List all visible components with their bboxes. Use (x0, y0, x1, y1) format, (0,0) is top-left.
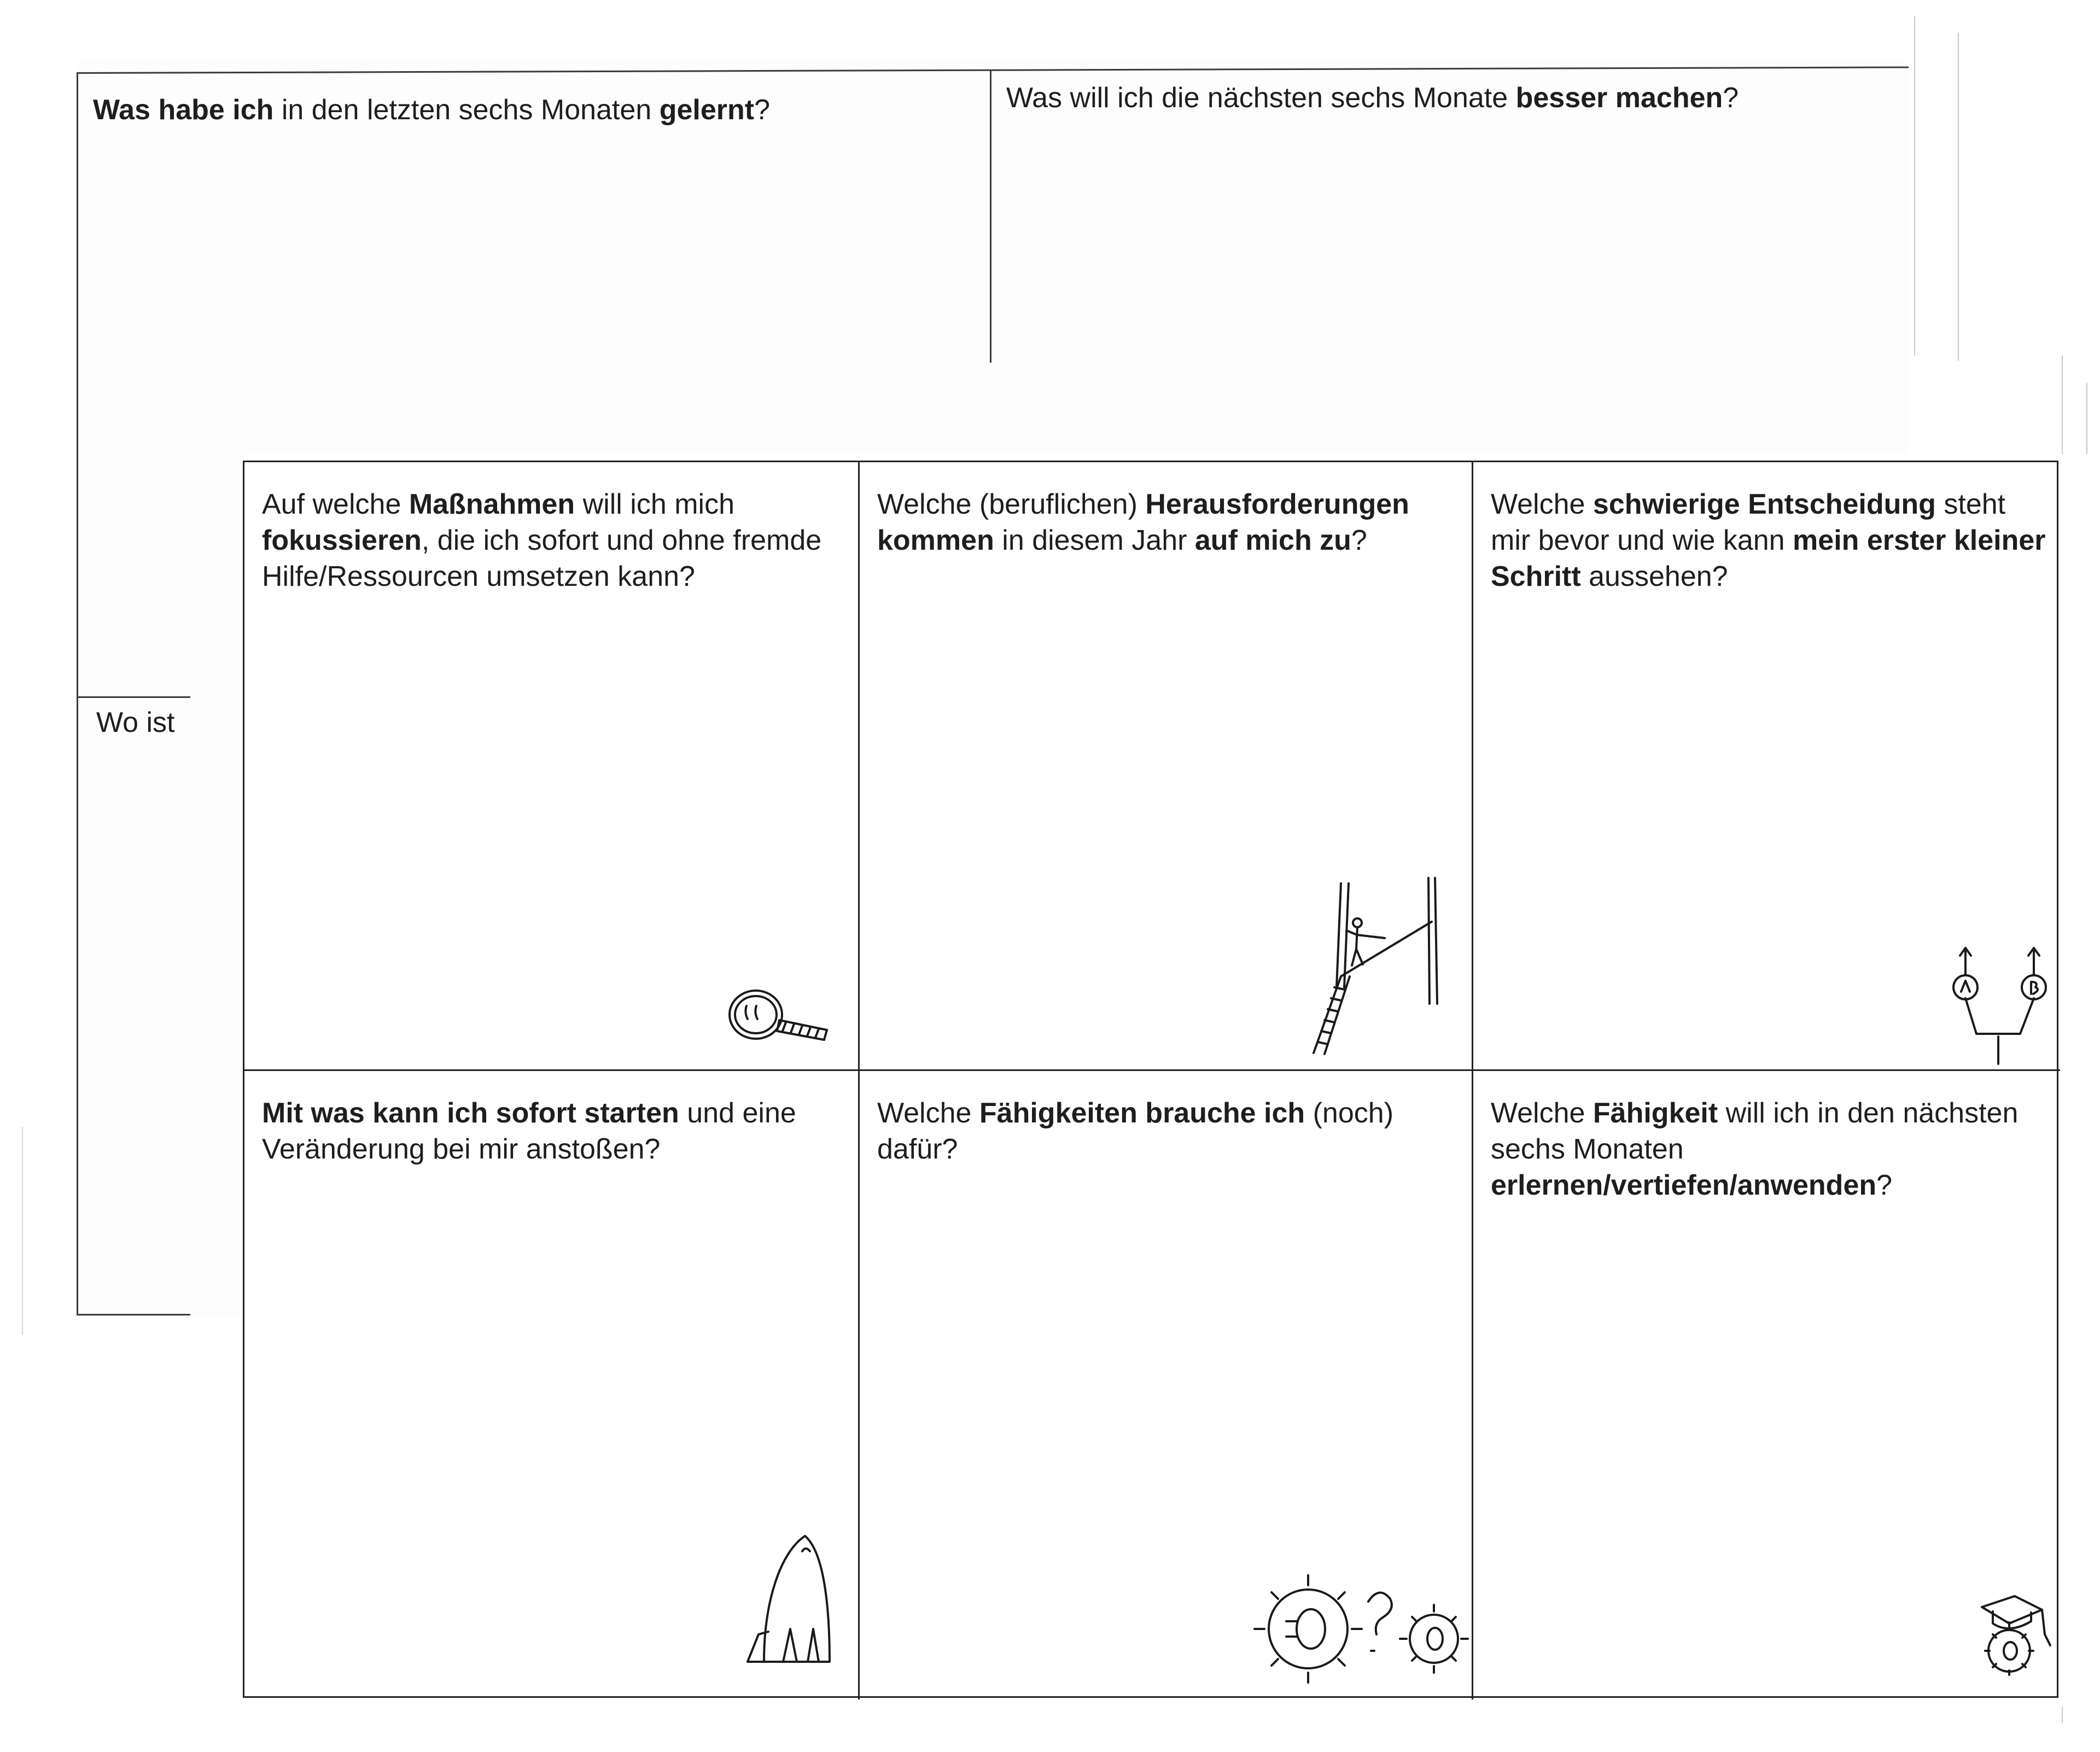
text: , die ich sofort und ohne fremde Hilfe/Ressourcen umsetzen kann? (262, 525, 822, 592)
scan-artifact-line (1958, 33, 1959, 361)
back-frame-left (77, 72, 78, 1314)
question-cell-start (244, 1071, 860, 1699)
emphasis: Fähigkeit (1592, 1097, 1718, 1129)
gears-question-icon (1259, 1569, 1478, 1684)
emphasis: Mit was kann ich sofort starten (262, 1097, 679, 1129)
emphasis: besser machen (1515, 82, 1723, 114)
text: steht mir bevor und wie kann (1491, 488, 2006, 556)
question-cell-measures (244, 462, 860, 1071)
text: Welche (1491, 488, 1593, 520)
question-text (262, 486, 847, 595)
emphasis: Fähigkeiten brauche ich (979, 1097, 1305, 1129)
fork-decision-icon (1944, 938, 2053, 1064)
text: ? (1876, 1169, 1893, 1201)
emphasis: gelernt (659, 94, 755, 126)
text: Welche (beruflichen) (877, 488, 1146, 520)
rocket-icon (742, 1530, 835, 1667)
text: ? (1723, 82, 1739, 114)
text: Welche (1491, 1097, 1593, 1129)
question-cell-skills-needed (860, 1071, 1473, 1699)
text: (noch) dafür? (877, 1097, 1394, 1165)
text: in diesem Jahr (994, 525, 1195, 556)
question-text (877, 486, 1461, 558)
emphasis: Was habe ich (93, 94, 274, 126)
scan-artifact-line (22, 1127, 23, 1335)
question-text (1491, 1095, 2049, 1203)
text: Welche (877, 1097, 979, 1129)
emphasis: mein erster kleiner Schritt (1491, 525, 2046, 592)
question-grid (243, 461, 2058, 1698)
text: will ich in den nächsten sechs Monaten (1491, 1097, 2019, 1165)
text: ? (754, 94, 771, 126)
question-text (1491, 486, 2049, 595)
question-cell-skill-learn (1473, 1071, 2060, 1699)
text: und eine Veränderung bei mir anstoßen? (262, 1097, 796, 1165)
text: ? (1351, 525, 1367, 556)
back-question-improve (1006, 80, 1881, 116)
back-question-partial: Wo ist (96, 707, 175, 738)
text: aussehen? (1580, 561, 1728, 592)
question-cell-decision (1473, 462, 2060, 1071)
emphasis: erlernen/vertiefen/anwenden (1491, 1169, 1877, 1201)
gear-graduation-icon (1976, 1591, 2058, 1678)
emphasis: fokussieren (262, 525, 422, 556)
text: in den letzten sechs Monaten (273, 94, 660, 126)
scan-artifact-line (1914, 16, 1915, 356)
back-frame-top (77, 66, 1909, 74)
text: Auf welche (262, 488, 409, 520)
tightrope-walker-icon (1303, 878, 1450, 1058)
emphasis: Maßnahmen (409, 488, 575, 520)
question-cell-challenges (860, 462, 1473, 1071)
question-text (262, 1095, 847, 1167)
back-frame-bottom (77, 1314, 190, 1316)
back-question-learned (93, 92, 968, 128)
front-worksheet (241, 454, 2100, 1707)
back-frame-divider (990, 70, 991, 363)
emphasis: auf mich zu (1194, 525, 1351, 556)
text: Was will ich die nächsten sechs Monate (1006, 82, 1516, 114)
back-frame-row-divider (77, 696, 190, 698)
question-text (877, 1095, 1461, 1167)
emphasis: schwierige Entscheidung (1592, 488, 1936, 520)
magnifying-glass-icon (726, 982, 835, 1053)
emphasis: Herausforderungen kommen (877, 488, 1409, 556)
text: will ich mich (575, 488, 735, 520)
